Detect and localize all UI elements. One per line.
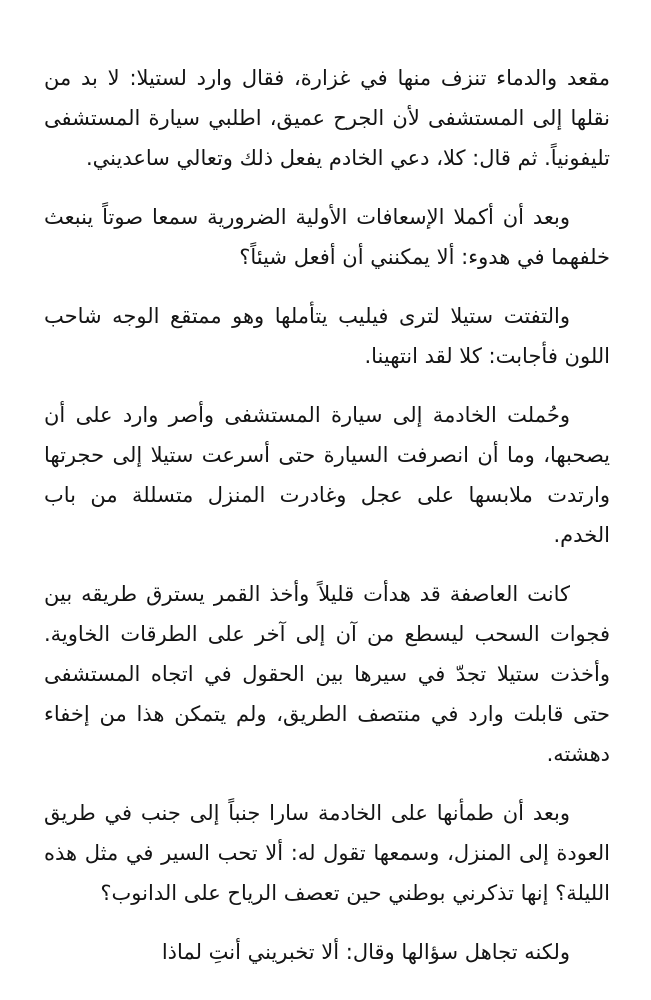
- paragraph-4: وحُملت الخادمة إلى سيارة المستشفى وأصر وارد على أن يصحبها، وما أن انصرفت السيارة حتى أسرعت ستيلا إلى حجرتها وارتدت ملابسها على عجل وغادرت المنزل متسللة من باب الخدم.: [44, 403, 610, 547]
- paragraph-6: وبعد أن طمأنها على الخادمة سارا جنباً إلى جنب في طريق العودة إلى المنزل، وسمعها تقول له: ألا تحب السير في مثل هذه الليلة؟ إنها تذكرني بوطني حين تعصف الرياح على الدانوب؟: [44, 801, 610, 905]
- paragraph-7: ولكنه تجاهل سؤالها وقال: ألا تخبريني أنتِ لماذا: [161, 940, 570, 964]
- paragraph-1: مقعد والدماء تنزف منها في غزارة، فقال وارد لستيلا: لا بد من نقلها إلى المستشفى لأن الجرح عميق، اطلبي سيارة المستشفى تليفونياً. ثم قال: كلا، دعي الخادم يفعل ذلك وتعالي ساعديني.: [44, 66, 610, 170]
- paragraph-5: كانت العاصفة قد هدأت قليلاً وأخذ القمر يسترق طريقه بين فجوات السحب ليسطع من آن إلى آخر على الطرقات الخاوية. وأخذت ستيلا تجدّ في سيرها بين الحقول في اتجاه المستشفى حتى قابلت وارد في منتصف الطريق، ولم يتمكن هذا من إخفاء دهشته.: [44, 582, 610, 766]
- paragraph-2: وبعد أن أكملا الإسعافات الأولية الضرورية سمعا صوتاً ينبعث خلفهما في هدوء: ألا يمكنني أن أفعل شيئاً؟: [44, 205, 610, 269]
- book-page-text: [0, 58, 651, 972]
- paragraph-3: والتفتت ستيلا لترى فيليب يتأملها وهو ممتقع الوجه شاحب اللون فأجابت: كلا لقد انتهينا.: [44, 304, 610, 368]
